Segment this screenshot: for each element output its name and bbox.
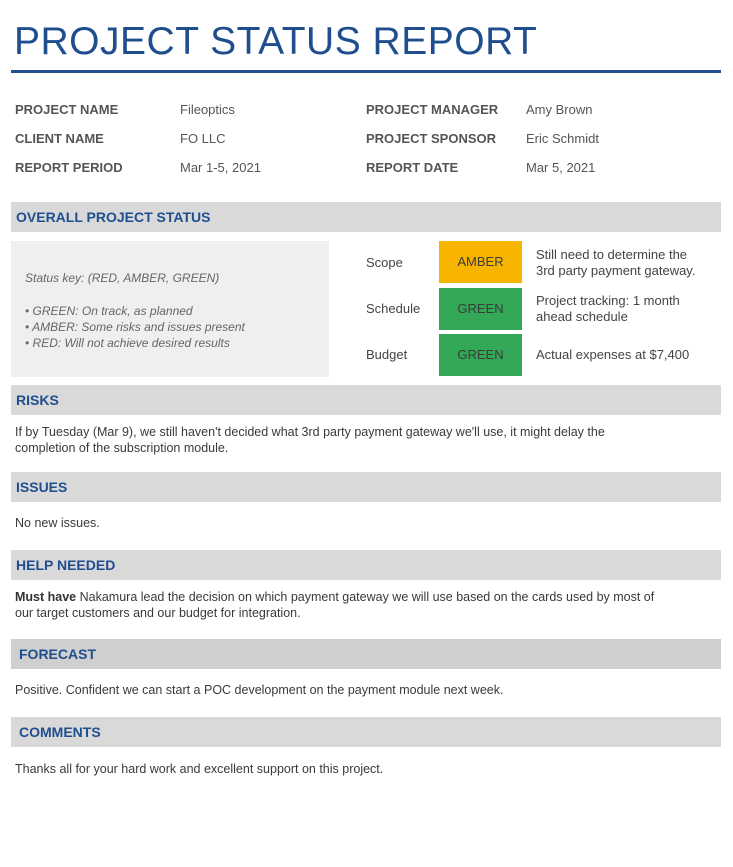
overall-status-heading: OVERALL PROJECT STATUS [16,209,211,225]
scope-status-badge: AMBER [439,241,522,283]
help-needed-heading: HELP NEEDED [16,557,116,573]
schedule-desc-line-1: Project tracking: 1 month [536,293,680,308]
report-date-label: REPORT DATE [366,160,459,175]
status-key-box [11,241,329,377]
help-needed-emphasis: Must have [15,590,77,604]
overall-status-header [11,202,721,232]
help-needed-header [11,550,721,580]
scope-desc-line-1: Still need to determine the [536,247,688,262]
report-period-label: REPORT PERIOD [15,160,123,175]
budget-status-badge: GREEN [439,334,522,376]
project-sponsor-label: PROJECT SPONSOR [366,131,497,146]
help-needed-text: Nakamura lead the decision on which payment gateway we will use based on the cards used by most of [76,590,655,604]
status-key-green: • GREEN: On track, as planned [25,304,193,318]
project-manager-label: PROJECT MANAGER [366,102,499,117]
forecast-heading: FORECAST [19,646,96,662]
risks-line-1: If by Tuesday (Mar 9), we still haven't decided what 3rd party payment gateway we'll use, it might delay the [15,425,605,439]
project-name-label: PROJECT NAME [15,102,119,117]
issues-heading: ISSUES [16,479,68,495]
status-key-title: Status key: (RED, AMBER, GREEN) [25,271,220,285]
budget-desc-line-1: Actual expenses at $7,400 [536,347,690,362]
comments-header [11,717,721,747]
risks-line-2: completion of the subscription module. [15,441,229,455]
status-key-red: • RED: Will not achieve desired results [25,336,230,350]
schedule-status-badge: GREEN [439,288,522,330]
project-sponsor-value: Eric Schmidt [526,131,599,146]
scope-desc-line-2: 3rd party payment gateway. [536,263,696,278]
client-name-label: CLIENT NAME [15,131,104,146]
issues-text: No new issues. [15,516,100,530]
risks-heading: RISKS [16,392,59,408]
report-date-value: Mar 5, 2021 [526,160,596,175]
report-period-value: Mar 1-5, 2021 [180,160,261,175]
project-manager-value: Amy Brown [526,102,593,117]
forecast-header [11,639,721,669]
comments-text: Thanks all for your hard work and excellent support on this project. [15,762,384,776]
client-name-value: FO LLC [180,131,226,146]
title-divider [11,70,721,73]
schedule-label: Schedule [366,301,421,316]
status-key-amber: • AMBER: Some risks and issues present [25,320,245,334]
help-needed-line-1 [15,589,720,605]
risks-header [11,385,721,415]
scope-label: Scope [366,255,403,270]
comments-heading: COMMENTS [19,724,101,740]
page-title: PROJECT STATUS REPORT [14,20,538,63]
forecast-text: Positive. Confident we can start a POC development on the payment module next week. [15,683,504,697]
project-name-value: Fileoptics [180,102,235,117]
schedule-desc-line-2: ahead schedule [536,309,628,324]
help-needed-line-2: our target customers and our budget for integration. [15,606,301,620]
budget-label: Budget [366,347,408,362]
issues-header [11,472,721,502]
